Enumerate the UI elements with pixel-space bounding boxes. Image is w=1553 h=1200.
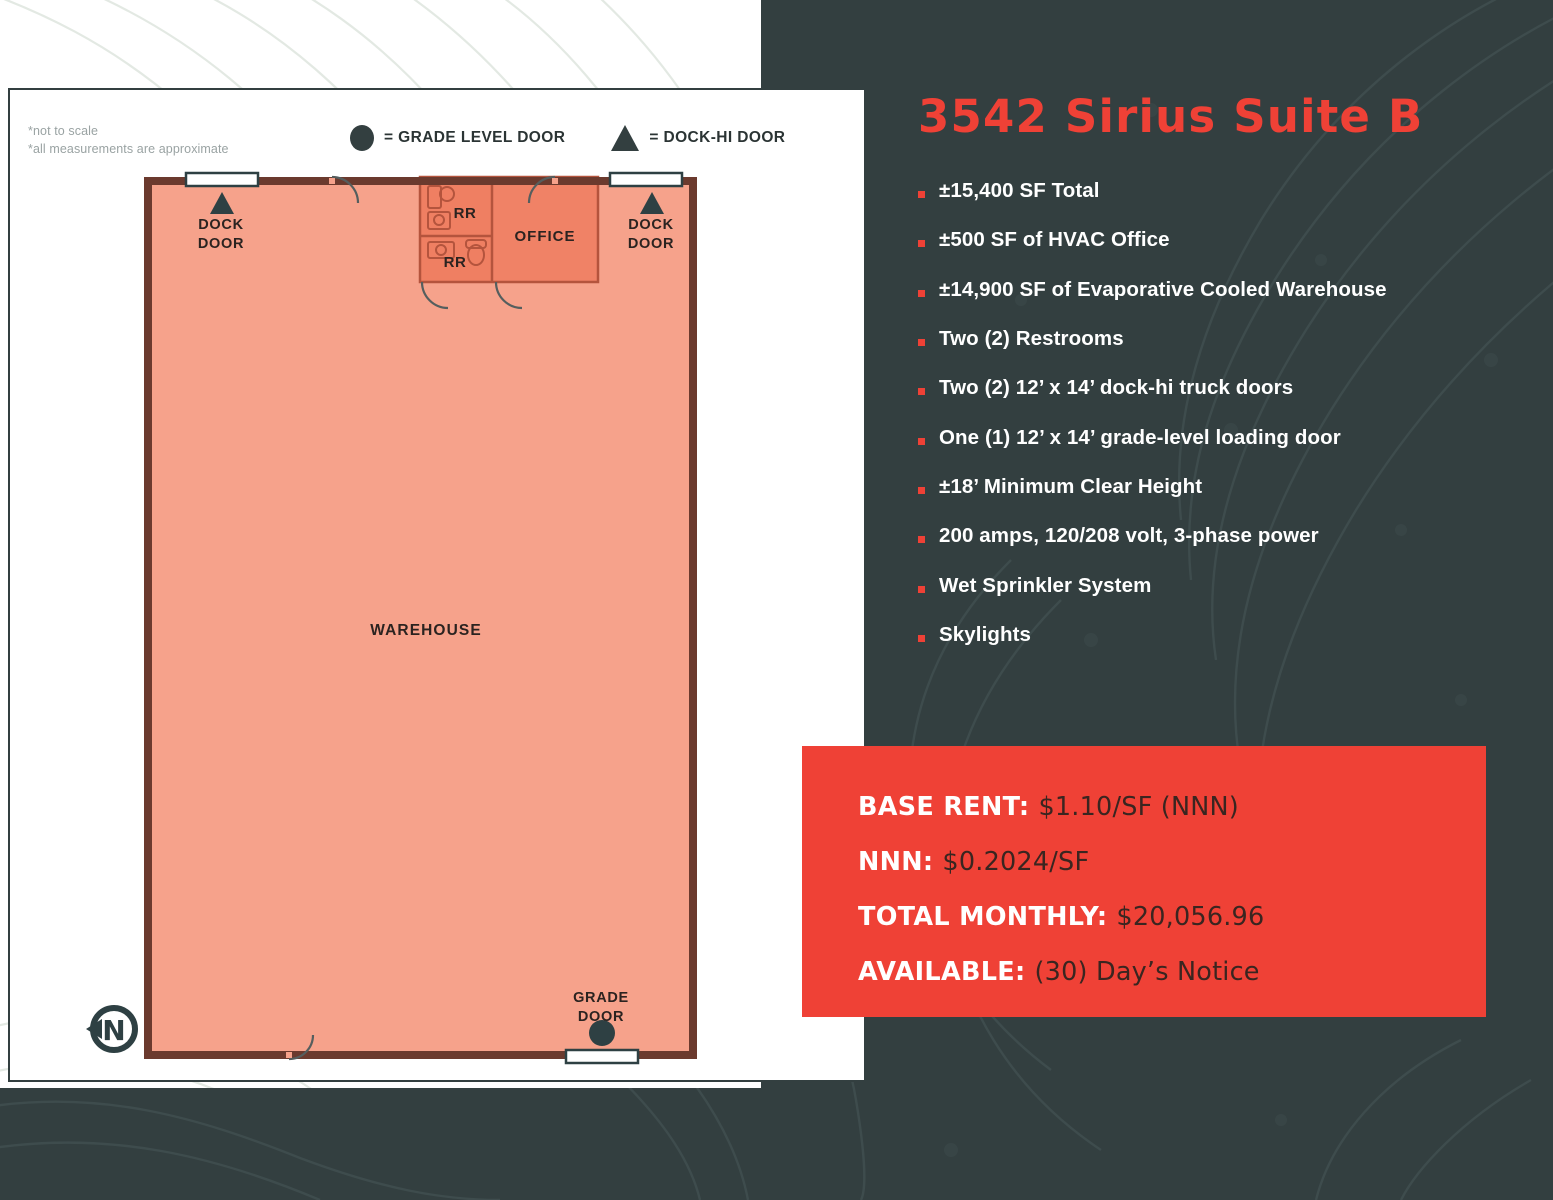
feature-text: One (1) 12’ x 14’ grade-level loading door (939, 425, 1341, 449)
list-item (918, 229, 1538, 252)
feature-text: Wet Sprinkler System (939, 573, 1152, 597)
feature-text: Skylights (939, 623, 1032, 647)
dark-bottom-band (0, 1088, 761, 1200)
floorplan-drawing (10, 90, 868, 1084)
pricing-row-total-monthly (858, 902, 1486, 932)
label-grade-2: DOOR (577, 1009, 625, 1025)
list-item (918, 476, 1538, 499)
pricing-row-base-rent (858, 792, 1486, 822)
pricing-row-available (858, 957, 1486, 987)
feature-text: ±500 SF of HVAC Office (939, 228, 1170, 252)
label-warehouse: WAREHOUSE (370, 622, 482, 639)
list-item (918, 427, 1538, 450)
feature-text: 200 amps, 120/208 volt, 3-phase power (939, 524, 1319, 548)
label-rr-2: RR (443, 254, 467, 271)
pricing-label: NNN: (858, 847, 934, 877)
note-line-1: *not to scale (28, 124, 99, 138)
label-dock-left-2: DOOR (197, 236, 245, 252)
label-dock-left-1: DOCK (198, 217, 244, 233)
label-dock-right-1: DOCK (628, 217, 674, 233)
pricing-value: $20,056.96 (1116, 902, 1265, 932)
list-item (918, 377, 1538, 400)
bullet-square-icon (918, 388, 925, 395)
pricing-value: (30) Day’s Notice (1034, 957, 1260, 987)
feature-text: Two (2) Restrooms (939, 327, 1124, 351)
bullet-square-icon (918, 290, 925, 297)
pricing-label: BASE RENT: (858, 792, 1030, 822)
bullet-square-icon (918, 240, 925, 247)
list-item (918, 525, 1538, 548)
list-item (918, 279, 1538, 302)
bullet-square-icon (918, 586, 925, 593)
feature-text: ±15,400 SF Total (939, 179, 1100, 202)
legend-label-dock: = DOCK-HI DOOR (649, 129, 786, 146)
note-line-2: *all measurements are approximate (28, 142, 229, 157)
list-item (918, 180, 1538, 203)
floorplan-card (8, 88, 866, 1082)
feature-text: Two (2) 12’ x 14’ dock-hi truck doors (939, 376, 1294, 400)
pricing-value: $0.2024/SF (942, 847, 1090, 877)
bullet-square-icon (918, 438, 925, 445)
compass-north-icon (86, 1008, 135, 1050)
bullet-square-icon (918, 536, 925, 543)
pricing-value: $1.10/SF (NNN) (1038, 792, 1239, 822)
label-rr-1: RR (453, 205, 477, 222)
feature-list (918, 180, 1538, 673)
list-item (918, 328, 1538, 351)
bullet-square-icon (918, 339, 925, 346)
pricing-label: TOTAL MONTHLY: (858, 902, 1108, 932)
bullet-square-icon (918, 191, 925, 198)
pricing-row-nnn (858, 847, 1486, 877)
band-topo-texture (0, 1088, 761, 1200)
list-item (918, 624, 1538, 647)
list-item (918, 575, 1538, 598)
label-dock-right-2: DOOR (627, 236, 675, 252)
bullet-square-icon (918, 487, 925, 494)
listing-title: 3542 Sirius Suite B (918, 90, 1424, 143)
svg-text:N: N (102, 1014, 126, 1047)
feature-text: ±18’ Minimum Clear Height (939, 475, 1203, 499)
feature-text: ±14,900 SF of Evaporative Cooled Warehouse (939, 277, 1387, 301)
legend-label-grade: = GRADE LEVEL DOOR (384, 129, 566, 146)
label-office: OFFICE (514, 228, 576, 245)
pricing-box (802, 746, 1486, 1017)
label-grade-1: GRADE (573, 990, 629, 1006)
bullet-square-icon (918, 635, 925, 642)
pricing-label: AVAILABLE: (858, 957, 1026, 987)
